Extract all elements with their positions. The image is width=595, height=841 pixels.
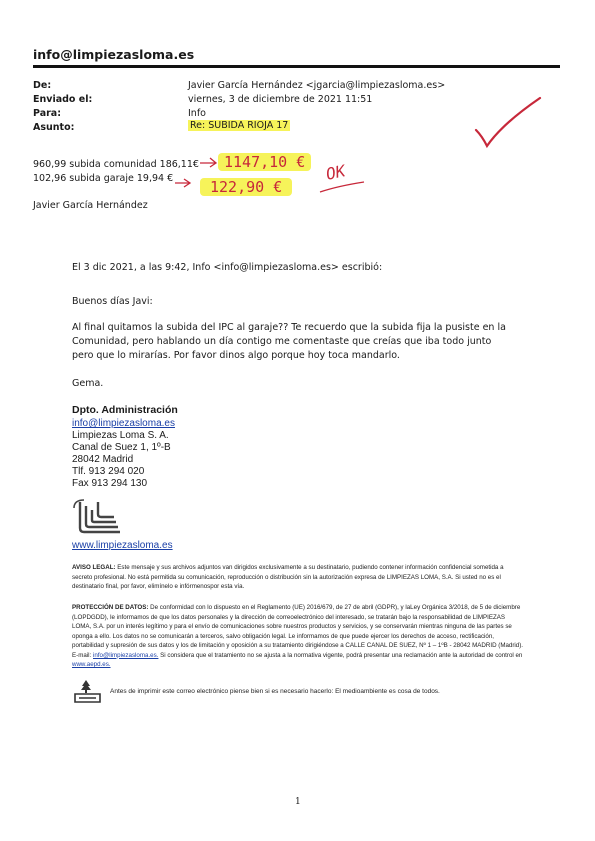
eco-notice: Antes de imprimir este correo electrónico piense bien si es necesario hacerlo: El medioambiente es cosa de todos.: [110, 688, 440, 695]
subject-value: [188, 120, 290, 131]
quoted-paragraph: Al final quitamos la subida del IPC al garaje?? Te recuerdo que la subida fija la pusiste en la Comunidad, pero hablando un día contigo me comentaste que creías que iba todo junto pero que lo mirarías. Por favor dinos algo porque hoy toca mandarlo.: [72, 322, 506, 361]
quoted-intro: El 3 dic 2021, a las 9:42, Info <info@limpiezasloma.es> escribió:: [72, 262, 383, 273]
reply-line-garage: 102,96 subida garaje 19,94 €: [33, 173, 174, 184]
reply-line-community: 960,99 subida comunidad 186,11€: [33, 159, 199, 170]
sent-label: Enviado el:: [33, 94, 93, 105]
signature-address-2: 28042 Madrid: [72, 454, 134, 465]
to-value: Info: [188, 108, 206, 119]
from-value: Javier García Hernández <jgarcia@limpiezasloma.es>: [188, 80, 446, 91]
handwritten-ok: OK: [324, 161, 348, 184]
from-label: De:: [33, 80, 52, 91]
subject-label: Asunto:: [33, 122, 75, 133]
aepd-link[interactable]: www.aepd.es.: [72, 661, 111, 668]
handwritten-total-community: 1147,10 €: [218, 153, 311, 171]
legal-notice: AVISO LEGAL: Este mensaje y sus archivos adjuntos van dirigidos exclusivamente a su destinatario, pudiendo contener información confidencial sometida a secreto profesional. No está permitida su comunicación, reproducción o distribución sin la autorización expresa de LIMPIEZAS LOMA, S.A. Si usted no es el destinatario final, por favor, elimínelo e infórmenospor esta vía.: [72, 564, 504, 590]
check-mark-icon: [470, 92, 550, 157]
eco-print-icon: [72, 678, 104, 704]
signature-website[interactable]: www.limpiezasloma.es: [72, 540, 173, 551]
quoted-sender: Gema.: [72, 378, 104, 389]
arrow-icon: [198, 155, 220, 169]
company-logo-icon: [72, 498, 124, 536]
page-number: 1: [295, 797, 301, 807]
to-label: Para:: [33, 108, 62, 119]
signature-address-1: Canal de Suez 1, 1º-B: [72, 442, 171, 453]
ok-underline: [318, 180, 368, 194]
signature-email[interactable]: info@limpiezasloma.es: [72, 418, 175, 429]
subject-highlight: Re: SUBIDA RIOJA 17: [190, 120, 289, 131]
reply-signature: Javier García Hernández: [33, 200, 148, 211]
document-title: info@limpiezasloma.es: [33, 47, 195, 62]
signature-fax: Fax 913 294 130: [72, 478, 148, 489]
sent-value: viernes, 3 de diciembre de 2021 11:51: [188, 94, 373, 105]
quoted-greeting: Buenos días Javi:: [72, 296, 153, 307]
signature-phone: Tlf. 913 294 020: [72, 466, 145, 477]
header-rule: [33, 65, 560, 68]
data-protection-email-link[interactable]: info@limpiezasloma.es.: [93, 651, 159, 659]
signature-company: Limpiezas Loma S. A.: [72, 430, 169, 441]
data-protection-notice: PROTECCIÓN DE DATOS: De conformidad con lo dispuesto en el Reglamento (UE) 2016/679, de 27 de abril (GDPR), y laLey Orgánica 3/2018, de 5 de diciembre (LOPDGDD), le informamos de que los datos personales y la dirección de correoelectrónico del interesado, se tratarán bajo la responsabilidad de LIMPIEZAS LOMA, S.A. por un interés legítimo y para el envío de comunicaciones sobre nuestros productos y servicios, y se conservarán mientras ninguna de las partes se oponga a ello. Los datos no se comunicarán a terceros, salvo obligación legal. Le informamos de que puede ejercer los derechos de acceso, rectificación, portabilidad y supresión de sus datos y los de limitación y oposición a su tratamiento dirigiéndose a CALLE CANAL DE SUEZ, Nº 1 – 1ºB - 28042 MADRID (Madrid). E-mail: info@limpiezasloma.es. Si considera que el tratamiento no se ajusta a la normativa vigente, podrá presentar una reclamación ante la autoridad de control en www.aepd.es.: [72, 604, 524, 668]
arrow-icon: [173, 176, 195, 190]
signature-department: Dpto. Administración: [72, 404, 178, 416]
handwritten-total-garage: 122,90 €: [200, 178, 292, 196]
